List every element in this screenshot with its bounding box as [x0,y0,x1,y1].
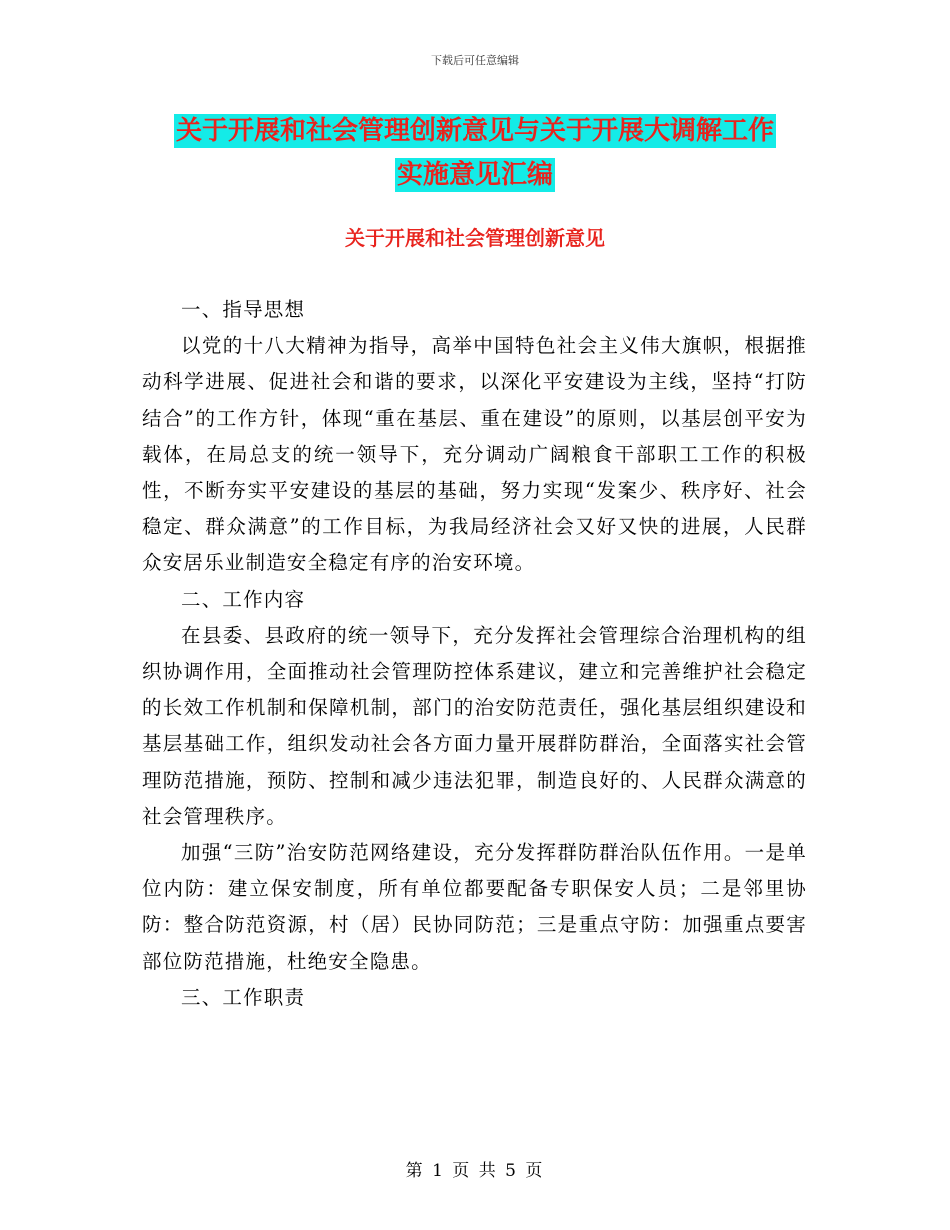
document-title-line-1-text: 关于开展和社会管理创新意见与关于开展大调解工作 [175,116,774,146]
heading-guiding-ideology: 一、指导思想 [181,298,306,321]
document-title-line-2 [0,154,950,191]
paragraph-three-defenses: 加强“三防”治安防范网络建设，充分发挥群防群治队伍作用。一是单位内防：建立保安制度，所有单位都要配备专职保安人员；二是邻里协防：整合防范资源，村（居）民协同防范；三是重点守防：加强重点要害部位防范措施，杜绝安全隐患。 [142,841,807,973]
heading-work-content: 二、工作内容 [181,587,306,611]
paragraph-work-content: 在县委、县政府的统一领导下，充分发挥社会管理综合治理机构的组织协调作用，全面推动社会管理防控体系建议，建立和完善维护社会稳定的长效工作机制和保障机制，部门的治安防范责任，强化基层组织建设和基层基础工作，组织发动社会各方面力量开展群防群治，全面落实社会管理防范措施，预防、控制和减少违法犯罪，制造良好的、人民群众满意的社会管理秩序。 [142,623,807,828]
document-body [142,292,807,1016]
page-header-note: 下载后可任意编辑 [431,54,519,67]
document-title-line-2-text: 实施意见汇编 [396,160,553,190]
heading-work-duties: 三、工作职责 [181,985,306,1009]
page-number-footer: 第 1 页 共 5 页 [405,1161,545,1181]
section-title: 关于开展和社会管理创新意见 [345,226,605,250]
document-title-line-1 [0,110,950,147]
paragraph-guiding-ideology: 以党的十八大精神为指导，高举中国特色社会主义伟大旗帜，根据推动科学进展、促进社会和谐的要求，以深化平安建设为主线，坚持“打防结合”的工作方针，体现“重在基层、重在建设”的原则，以基层创平安为载体，在局总支的统一领导下，充分调动广阔粮食干部职工工作的积极性，不断夯实平安建设的基层的基础，努力实现“发案少、秩序好、社会稳定、群众满意”的工作目标，为我局经济社会又好又快的进展，人民群众安居乐业制造安全稳定有序的治安环境。 [142,334,807,575]
